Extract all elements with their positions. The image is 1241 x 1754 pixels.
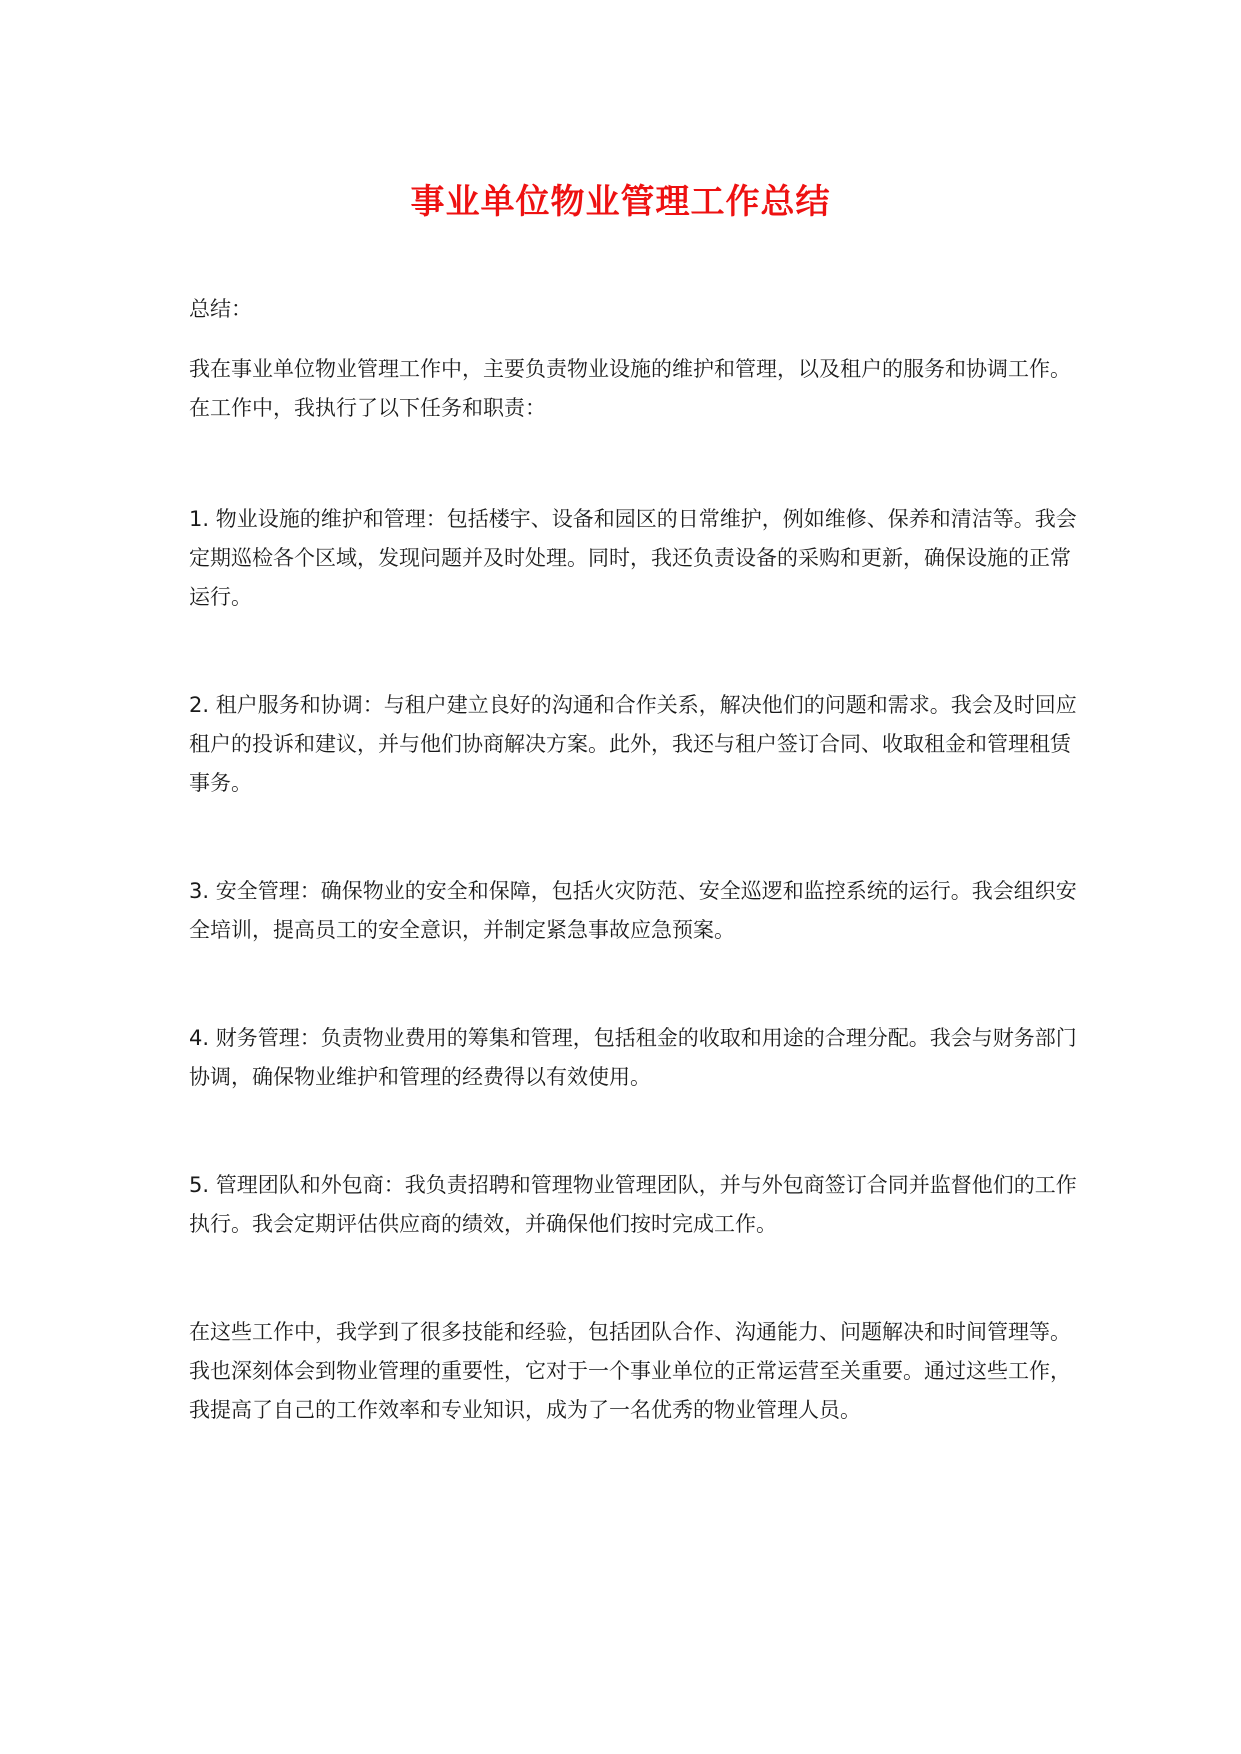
- intro-label: 总结：: [189, 297, 252, 321]
- list-item-finance-management: 4. 财务管理：负责物业费用的筹集和管理，包括租金的收取和用途的合理分配。我会与财务部门协调，确保物业维护和管理的经费得以有效使用。: [189, 1026, 1077, 1089]
- list-item-facility-maintenance: 1. 物业设施的维护和管理：包括楼宇、设备和园区的日常维护，例如维修、保养和清洁等。我会定期巡检各个区域，发现问题并及时处理。同时，我还负责设备的采购和更新，确保设施的正常运行。: [189, 507, 1077, 609]
- intro-paragraph: 我在事业单位物业管理工作中，主要负责物业设施的维护和管理，以及租户的服务和协调工作。在工作中，我执行了以下任务和职责：: [189, 357, 1071, 420]
- list-item-safety-management: 3. 安全管理：确保物业的安全和保障，包括火灾防范、安全巡逻和监控系统的运行。我会组织安全培训，提高员工的安全意识，并制定紧急事故应急预案。: [189, 879, 1077, 942]
- list-item-tenant-service: 2. 租户服务和协调：与租户建立良好的沟通和合作关系，解决他们的问题和需求。我会及时回应租户的投诉和建议，并与他们协商解决方案。此外，我还与租户签订合同、收取租金和管理租赁事务。: [189, 693, 1077, 795]
- list-item-team-outsourcing: 5. 管理团队和外包商：我负责招聘和管理物业管理团队，并与外包商签订合同并监督他们的工作执行。我会定期评估供应商的绩效，并确保他们按时完成工作。: [189, 1173, 1077, 1236]
- document-title: 事业单位物业管理工作总结: [410, 182, 831, 222]
- conclusion-paragraph: 在这些工作中，我学到了很多技能和经验，包括团队合作、沟通能力、问题解决和时间管理等。我也深刻体会到物业管理的重要性，它对于一个事业单位的正常运营至关重要。通过这些工作，我提高了自己的工作效率和专业知识，成为了一名优秀的物业管理人员。: [189, 1320, 1071, 1422]
